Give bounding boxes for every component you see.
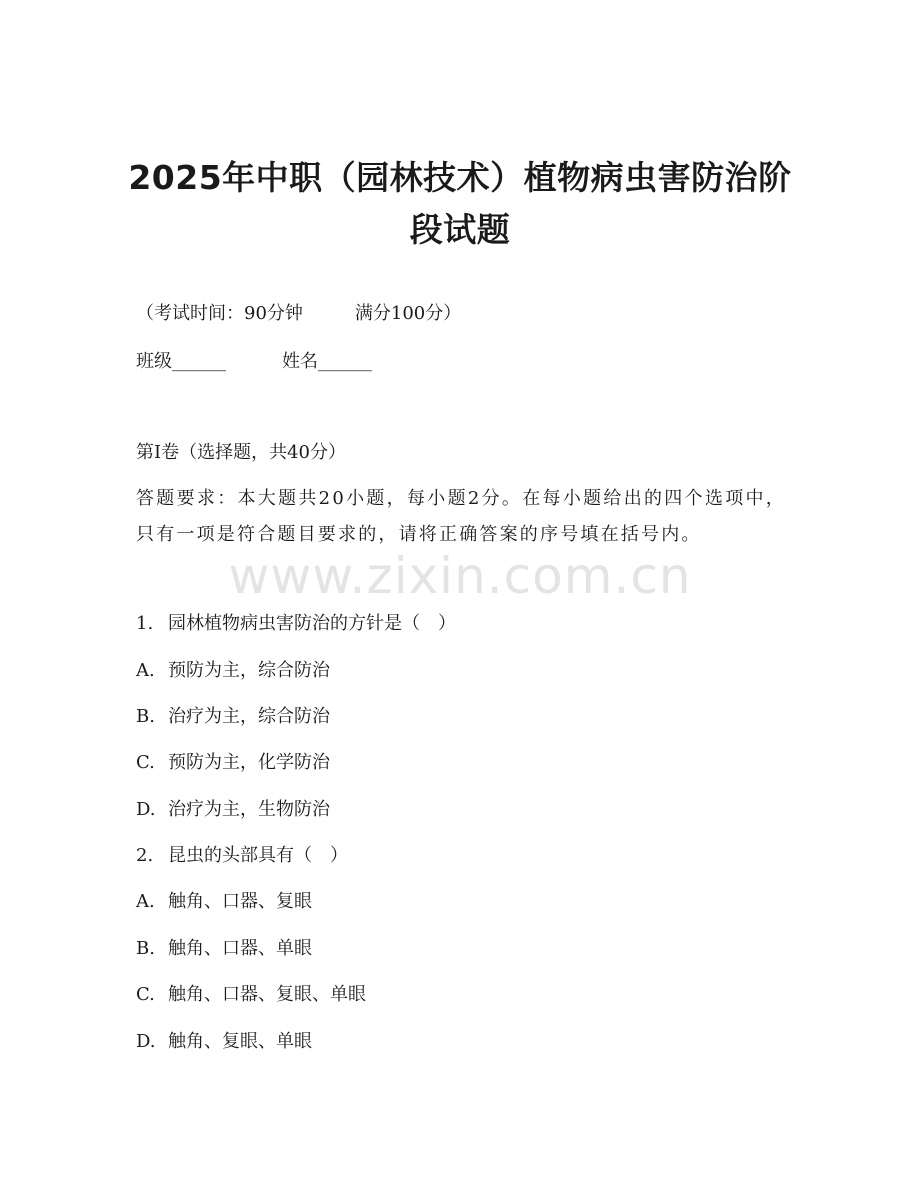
option-letter: B. (136, 706, 155, 727)
option-letter: D. (136, 799, 156, 820)
question-2-option-c (136, 983, 366, 1007)
option-letter: B. (136, 938, 155, 959)
question-2 (136, 844, 348, 868)
section-heading: 第Ⅰ卷（选择题，共40分） (136, 442, 347, 463)
exam-info (136, 302, 461, 326)
option-letter: A. (136, 891, 155, 912)
question-1-option-d (136, 798, 330, 822)
watermark: www.zixin.com.cn (228, 547, 692, 605)
question-1-option-a (136, 659, 330, 683)
option-text: 触角、口器、复眼、单眼 (168, 984, 366, 1005)
exam-score: 满分100分） (354, 303, 462, 324)
option-letter: D. (136, 1031, 156, 1052)
option-text: 触角、口器、复眼 (168, 891, 312, 912)
option-text: 治疗为主，综合防治 (168, 706, 330, 727)
question-1-option-c (136, 751, 330, 775)
exam-time: （考试时间：90分钟 (136, 303, 303, 324)
option-letter: A. (136, 660, 155, 681)
option-text: 预防为主，化学防治 (168, 752, 330, 773)
question-number: 1. (136, 613, 154, 634)
question-text: 昆虫的头部具有（ ） (168, 845, 348, 866)
question-number: 2. (136, 845, 154, 866)
option-letter: C. (136, 984, 155, 1005)
student-info (136, 350, 372, 374)
name-label: 姓名______ (282, 351, 372, 372)
document-title (100, 152, 820, 256)
question-text: 园林植物病虫害防治的方针是（ ） (168, 613, 456, 634)
question-1 (136, 612, 456, 636)
option-text: 触角、复眼、单眼 (168, 1031, 312, 1052)
title-line-2: 段试题 (409, 210, 511, 249)
question-1-option-b (136, 705, 330, 729)
question-2-option-b (136, 937, 312, 961)
question-2-option-d (136, 1030, 312, 1054)
option-text: 预防为主，综合防治 (168, 660, 330, 681)
option-letter: C. (136, 752, 155, 773)
option-text: 治疗为主，生物防治 (168, 799, 330, 820)
title-line-1: 2025年中职（园林技术）植物病虫害防治阶 (128, 158, 792, 197)
question-2-option-a (136, 890, 312, 914)
option-text: 触角、口器、单眼 (168, 938, 312, 959)
class-label: 班级______ (136, 351, 226, 372)
section-instructions: 答题要求：本大题共20小题，每小题2分。在每小题给出的四个选项中，只有一项是符合题目要求的，请将正确答案的序号填在括号内。 (136, 488, 786, 545)
